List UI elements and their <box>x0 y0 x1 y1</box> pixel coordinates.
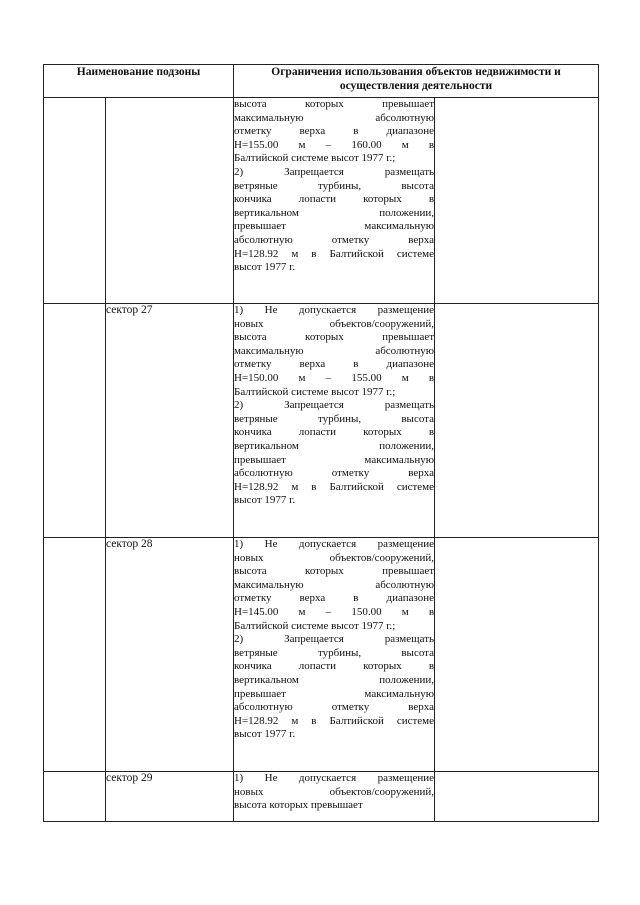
table-row <box>44 538 599 772</box>
blank-cell <box>435 98 599 304</box>
table-row <box>44 772 599 822</box>
table-body <box>44 98 599 822</box>
zone-cell <box>44 304 106 538</box>
restriction-text <box>234 98 435 304</box>
blank-cell <box>435 538 599 772</box>
restriction-text <box>234 304 435 538</box>
text-line: ветряные турбины, высота <box>234 412 435 425</box>
text-line: превышает максимальную <box>234 687 435 700</box>
text-line: кончика лопасти которых в <box>234 660 435 673</box>
text-line: абсолютную отметку верха <box>234 701 435 714</box>
text-line: отметку верха в диапазоне <box>234 125 435 138</box>
text-line: новых объектов/сооружений, <box>234 785 435 798</box>
zone-cell <box>44 538 106 772</box>
text-line: 2) Запрещается размещать <box>234 399 435 412</box>
text-line: кончика лопасти которых в <box>234 426 435 439</box>
text-line: отметку верха в диапазоне <box>234 592 435 605</box>
text-line: Н=128.92 м в Балтийской системе <box>234 714 435 727</box>
text-line: новых объектов/сооружений, <box>234 317 435 330</box>
blank-cell <box>435 304 599 538</box>
header-subzone-name: Наименование подзоны <box>44 65 234 98</box>
text-line: высот 1977 г. <box>234 261 296 274</box>
text-line: отметку верха в диапазоне <box>234 358 435 371</box>
restriction-text <box>234 538 435 772</box>
blank-cell <box>435 772 599 822</box>
text-line: 2) Запрещается размещать <box>234 633 435 646</box>
text-line: высот 1977 г. <box>234 728 296 741</box>
text-line: 1) Не допускается размещение <box>234 538 435 550</box>
text-line: максимальную абсолютную <box>234 344 435 357</box>
header-restrictions: Ограничения использования объектов недвижимости и осуществления деятельности <box>234 65 599 98</box>
sector-cell <box>106 98 234 304</box>
text-line: новых объектов/сооружений, <box>234 551 435 564</box>
text-line: превышает максимальную <box>234 220 435 233</box>
text-line: вертикальном положении, <box>234 673 435 686</box>
table-header-row <box>44 65 599 98</box>
text-line: Н=128.92 м в Балтийской системе <box>234 247 435 260</box>
text-line: ветряные турбины, высота <box>234 179 435 192</box>
sector-cell: сектор 27 <box>106 304 234 538</box>
text-line: вертикальном положении, <box>234 206 435 219</box>
table-row <box>44 304 599 538</box>
text-line: высота которых превышает <box>234 799 363 812</box>
text-line: Н=128.92 м в Балтийской системе <box>234 480 435 493</box>
text-line: высот 1977 г. <box>234 494 296 507</box>
text-line: превышает максимальную <box>234 453 435 466</box>
restriction-text <box>234 772 435 822</box>
text-line: вертикальном положении, <box>234 439 435 452</box>
text-line: высота которых превышает <box>234 565 435 578</box>
text-line: Балтийской системе высот 1977 г.; <box>234 385 396 398</box>
text-line: высота которых превышает <box>234 98 435 110</box>
text-line: 1) Не допускается размещение <box>234 772 435 784</box>
text-line: Н=150.00 м – 155.00 м в <box>234 371 435 384</box>
zone-cell <box>44 772 106 822</box>
text-line: Н=145.00 м – 150.00 м в <box>234 605 435 618</box>
zone-cell <box>44 98 106 304</box>
text-line: Балтийской системе высот 1977 г.; <box>234 619 396 632</box>
sector-cell: сектор 29 <box>106 772 234 822</box>
text-line: Н=155.00 м – 160.00 м в <box>234 138 435 151</box>
text-line: ветряные турбины, высота <box>234 646 435 659</box>
table-row <box>44 98 599 304</box>
sector-cell: сектор 28 <box>106 538 234 772</box>
text-line: максимальную абсолютную <box>234 578 435 591</box>
text-line: 1) Не допускается размещение <box>234 304 435 316</box>
text-line: максимальную абсолютную <box>234 111 435 124</box>
text-line: 2) Запрещается размещать <box>234 165 435 178</box>
text-line: кончика лопасти которых в <box>234 193 435 206</box>
text-line: абсолютную отметку верха <box>234 467 435 480</box>
text-line: абсолютную отметку верха <box>234 233 435 246</box>
restrictions-table <box>43 64 599 822</box>
text-line: высота которых превышает <box>234 331 435 344</box>
text-line: Балтийской системе высот 1977 г.; <box>234 152 396 165</box>
